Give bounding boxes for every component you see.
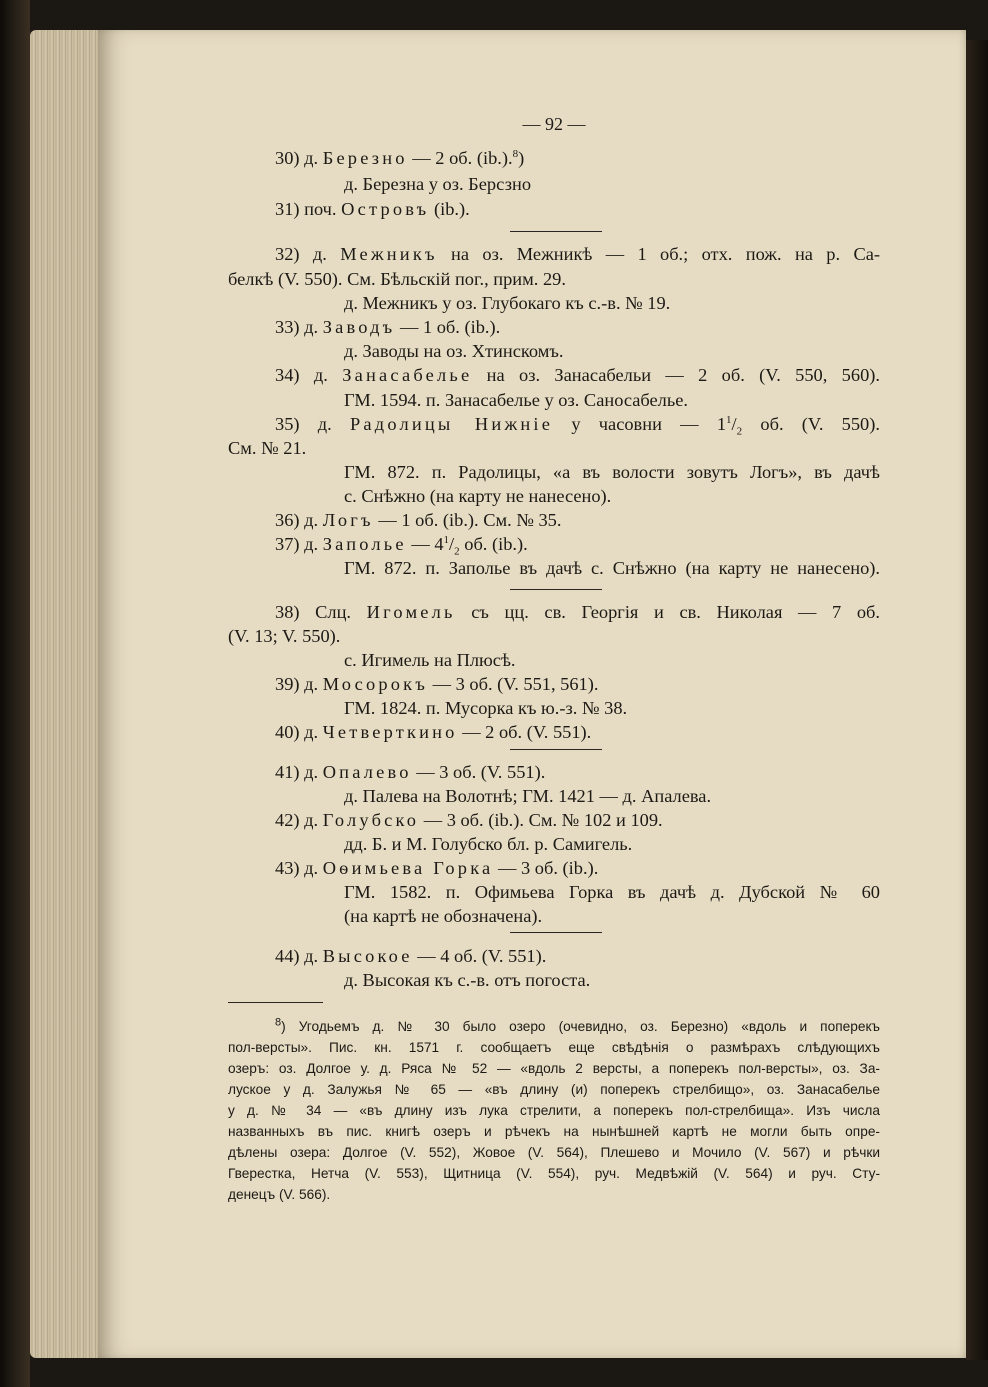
footnote-line: Гверестка, Нетча (V. 553), Щитница (V. 554), руч. Медвѣжій (V. 564) и руч. Сту- — [228, 1166, 880, 1181]
entry-39-note: ГМ. 1824. п. Мусорка къ ю.-з. № 38. — [344, 698, 628, 718]
entry-32: 32) д. Межникъ на оз. Межникѣ — 1 об.; отх. пож. на р. Са- — [275, 244, 880, 264]
footnote-line: луское у д. Залужья № 65 — «въ длину (и) поперекъ стрелбищо», оз. Занасабелье — [228, 1082, 880, 1097]
footnote-line: пол-версты». Пис. кн. 1571 г. сообщаетъ еще свѣдѣнія о размѣрахъ слѣдующихъ — [228, 1040, 880, 1055]
entry-33: 33) д. Заводъ — 1 об. (ib.). — [275, 317, 501, 337]
separator-rule — [510, 932, 602, 933]
footnote-line: дѣлены озера: Долгое (V. 552), Жовое (V. 564), Плешево и Мочило (V. 567) и рѣчки — [228, 1145, 880, 1160]
entry-30-note: д. Березна у оз. Берсзно — [344, 174, 532, 194]
entry-35-cont: См. № 21. — [228, 438, 307, 458]
entry-30: 30) д. Березно — 2 об. (ib.).$^8$) — [275, 147, 525, 168]
entry-41: 41) д. Опалево — 3 об. (V. 551). — [275, 762, 546, 782]
entry-39: 39) д. Мосорокъ — 3 об. (V. 551, 561). — [275, 674, 599, 694]
entry-40: 40) д. Четверткино — 2 об. (V. 551). — [275, 722, 592, 742]
entry-35-note-cont: с. Снѣжно (на карту не нанесено). — [344, 486, 612, 506]
page-stack-edges — [30, 30, 108, 1358]
footnote-line: у д. № 34 — «въ длину изъ лука стрелити, а поперекъ пол-стрелбища». Изъ числа — [228, 1103, 880, 1118]
right-page-shadow — [966, 40, 988, 1360]
entry-33-note: д. Заводы на оз. Хтинскомъ. — [344, 341, 564, 361]
footnote-line: озеръ: оз. Долгое у. д. Ряса № 52 — «вдоль 2 версты, а поперекъ пол-версты», оз. За- — [228, 1061, 880, 1076]
entry-43: 43) д. Оѳимьева Горка — 3 об. (ib.). — [275, 858, 599, 878]
footnote-line: названныхъ въ пис. книгѣ озеръ и рѣчекъ на нынѣшней картѣ не могли быть опре- — [228, 1124, 880, 1139]
entry-36: 36) д. Логъ — 1 об. (ib.). См. № 35. — [275, 510, 562, 530]
entry-38-note: с. Игимель на Плюсѣ. — [344, 650, 516, 670]
separator-rule — [510, 589, 602, 590]
separator-rule — [510, 749, 602, 750]
entry-42-note: дд. Б. и М. Голубско бл. р. Самигель. — [344, 834, 633, 854]
entry-42: 42) д. Голубско — 3 об. (ib.). См. № 102 и 109. — [275, 810, 663, 830]
footnote-line: денецъ (V. 566). — [228, 1187, 331, 1202]
entry-43-note-cont: (на картѣ не обозначена). — [344, 906, 543, 926]
separator-rule — [510, 231, 602, 232]
entry-31: 31) поч. Островъ (ib.). — [275, 199, 470, 219]
entry-44: 44) д. Высокое — 4 об. (V. 551). — [275, 946, 547, 966]
entry-44-note: д. Высокая къ с.-в. отъ погоста. — [344, 970, 591, 990]
entry-35: 35) д. Радолицы Нижніе у часовни — $1^1/_2$ об. (V. 550). — [275, 413, 880, 438]
entry-37-note: ГМ. 872. п. Заполье въ дачѣ с. Снѣжно (на карту не нанесено). — [344, 558, 880, 578]
entry-38-cont: (V. 13; V. 550). — [228, 626, 341, 646]
footnote-line: $^8$) Угодьемъ д. № 30 было озеро (очевидно, оз. Березно) «вдоль и поперекъ — [275, 1016, 880, 1034]
book-spine — [0, 0, 30, 1387]
entry-41-note: д. Палева на Волотнѣ; ГМ. 1421 — д. Апалева. — [344, 786, 712, 806]
entry-32-cont: белкѣ (V. 550). См. Бѣльскій пог., прим. 29. — [228, 269, 566, 289]
entry-32-note: д. Межникъ у оз. Глубокаго къ с.-в. № 19. — [344, 293, 671, 313]
entry-38: 38) Слц. Игомель съ цц. св. Георгія и св. Николая — 7 об. — [275, 602, 880, 622]
entry-37: 37) д. Заполье — $4^1/_2$ об. (ib.). — [275, 533, 528, 558]
page-number: — 92 — — [522, 114, 586, 134]
footnote-rule — [228, 1002, 323, 1003]
entry-35-note: ГМ. 872. п. Радолицы, «а въ волости зовутъ Логъ», въ дачѣ — [344, 462, 880, 482]
entry-43-note: ГМ. 1582. п. Офимьева Горка въ дачѣ д. Дубской № 60 — [344, 882, 880, 902]
entry-34: 34) д. Занасабелье на оз. Занасабельи — 2 об. (V. 550, 560). — [275, 365, 880, 385]
entry-34-note: ГМ. 1594. п. Занасабелье у оз. Саносабелье. — [344, 390, 689, 410]
